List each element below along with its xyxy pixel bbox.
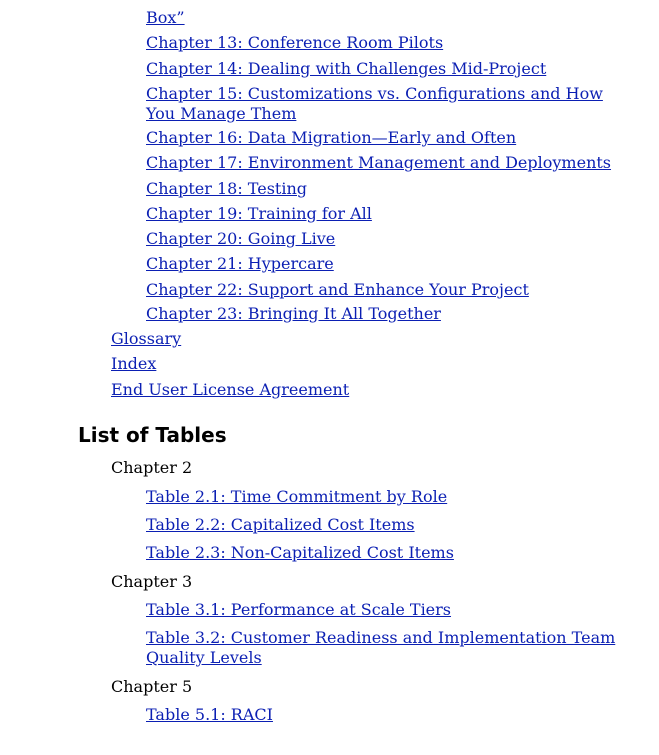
- tables-chapter-label: Chapter 2: [111, 458, 193, 477]
- table-link-2-3[interactable]: Table 2.3: Non-Capitalized Cost Items: [146, 543, 454, 562]
- toc-item-chapter-22: [146, 280, 616, 300]
- tables-list-item: [146, 487, 606, 507]
- toc-item-glossary: [111, 329, 611, 349]
- toc-link-glossary[interactable]: Glossary: [111, 329, 182, 348]
- table-link-5-1[interactable]: Table 5.1: RACI: [146, 705, 273, 724]
- list-of-tables-heading: List of Tables: [78, 423, 227, 447]
- table-link-2-1[interactable]: Table 2.1: Time Commitment by Role: [146, 487, 448, 506]
- tables-list-item: [146, 543, 606, 563]
- toc-item-chapter-13: [146, 33, 616, 53]
- toc-link-chapter-14[interactable]: Chapter 14: Dealing with Challenges Mid-Project: [146, 59, 547, 78]
- toc-item-chapter-21: [146, 254, 616, 274]
- toc-link-chapter-21[interactable]: Chapter 21: Hypercare: [146, 254, 334, 273]
- tables-list-item: [146, 628, 616, 668]
- toc-link-chapter-23[interactable]: Chapter 23: Bringing It All Together: [146, 304, 441, 323]
- toc-link-chapter-17[interactable]: Chapter 17: Environment Management and Deployments: [146, 153, 612, 172]
- toc-link-index[interactable]: Index: [111, 354, 157, 373]
- toc-item-chapter-15: [146, 84, 616, 124]
- toc-item-chapter-20: [146, 229, 616, 249]
- table-link-3-1[interactable]: Table 3.1: Performance at Scale Tiers: [146, 600, 452, 619]
- toc-item-index: [111, 354, 611, 374]
- toc-item-chapter-19: [146, 204, 616, 224]
- toc-link-chapter-19[interactable]: Chapter 19: Training for All: [146, 204, 372, 223]
- toc-link-chapter-20[interactable]: Chapter 20: Going Live: [146, 229, 336, 248]
- toc-link-chapter-16[interactable]: Chapter 16: Data Migration—Early and Often: [146, 128, 517, 147]
- toc-item-chapter-17: [146, 153, 616, 173]
- tables-list-item: [146, 515, 606, 535]
- tables-list-item: [146, 705, 606, 725]
- toc-item-chapter-18: [146, 179, 616, 199]
- toc-link-chapter-15[interactable]: Chapter 15: Customizations vs. Configurations and How You Manage Them: [146, 84, 603, 123]
- tables-chapter-label: Chapter 5: [111, 677, 193, 696]
- toc-link-chapter-22[interactable]: Chapter 22: Support and Enhance Your Project: [146, 280, 529, 299]
- toc-item-chapter-14: [146, 59, 616, 79]
- tables-chapter-label: Chapter 3: [111, 572, 193, 591]
- toc-item-eula: [111, 380, 611, 400]
- toc-item-chapter-16: [146, 128, 616, 148]
- toc-item-chapter-23: [146, 304, 616, 324]
- tables-list-item: [146, 600, 606, 620]
- toc-link-chapter-13[interactable]: Chapter 13: Conference Room Pilots: [146, 33, 444, 52]
- toc-link-eula[interactable]: End User License Agreement: [111, 380, 350, 399]
- toc-link-continued[interactable]: Box”: [146, 8, 185, 27]
- table-link-3-2[interactable]: Table 3.2: Customer Readiness and Implementation Team Quality Levels: [146, 628, 616, 667]
- toc-item-continued: [146, 8, 616, 28]
- table-link-2-2[interactable]: Table 2.2: Capitalized Cost Items: [146, 515, 415, 534]
- toc-link-chapter-18[interactable]: Chapter 18: Testing: [146, 179, 307, 198]
